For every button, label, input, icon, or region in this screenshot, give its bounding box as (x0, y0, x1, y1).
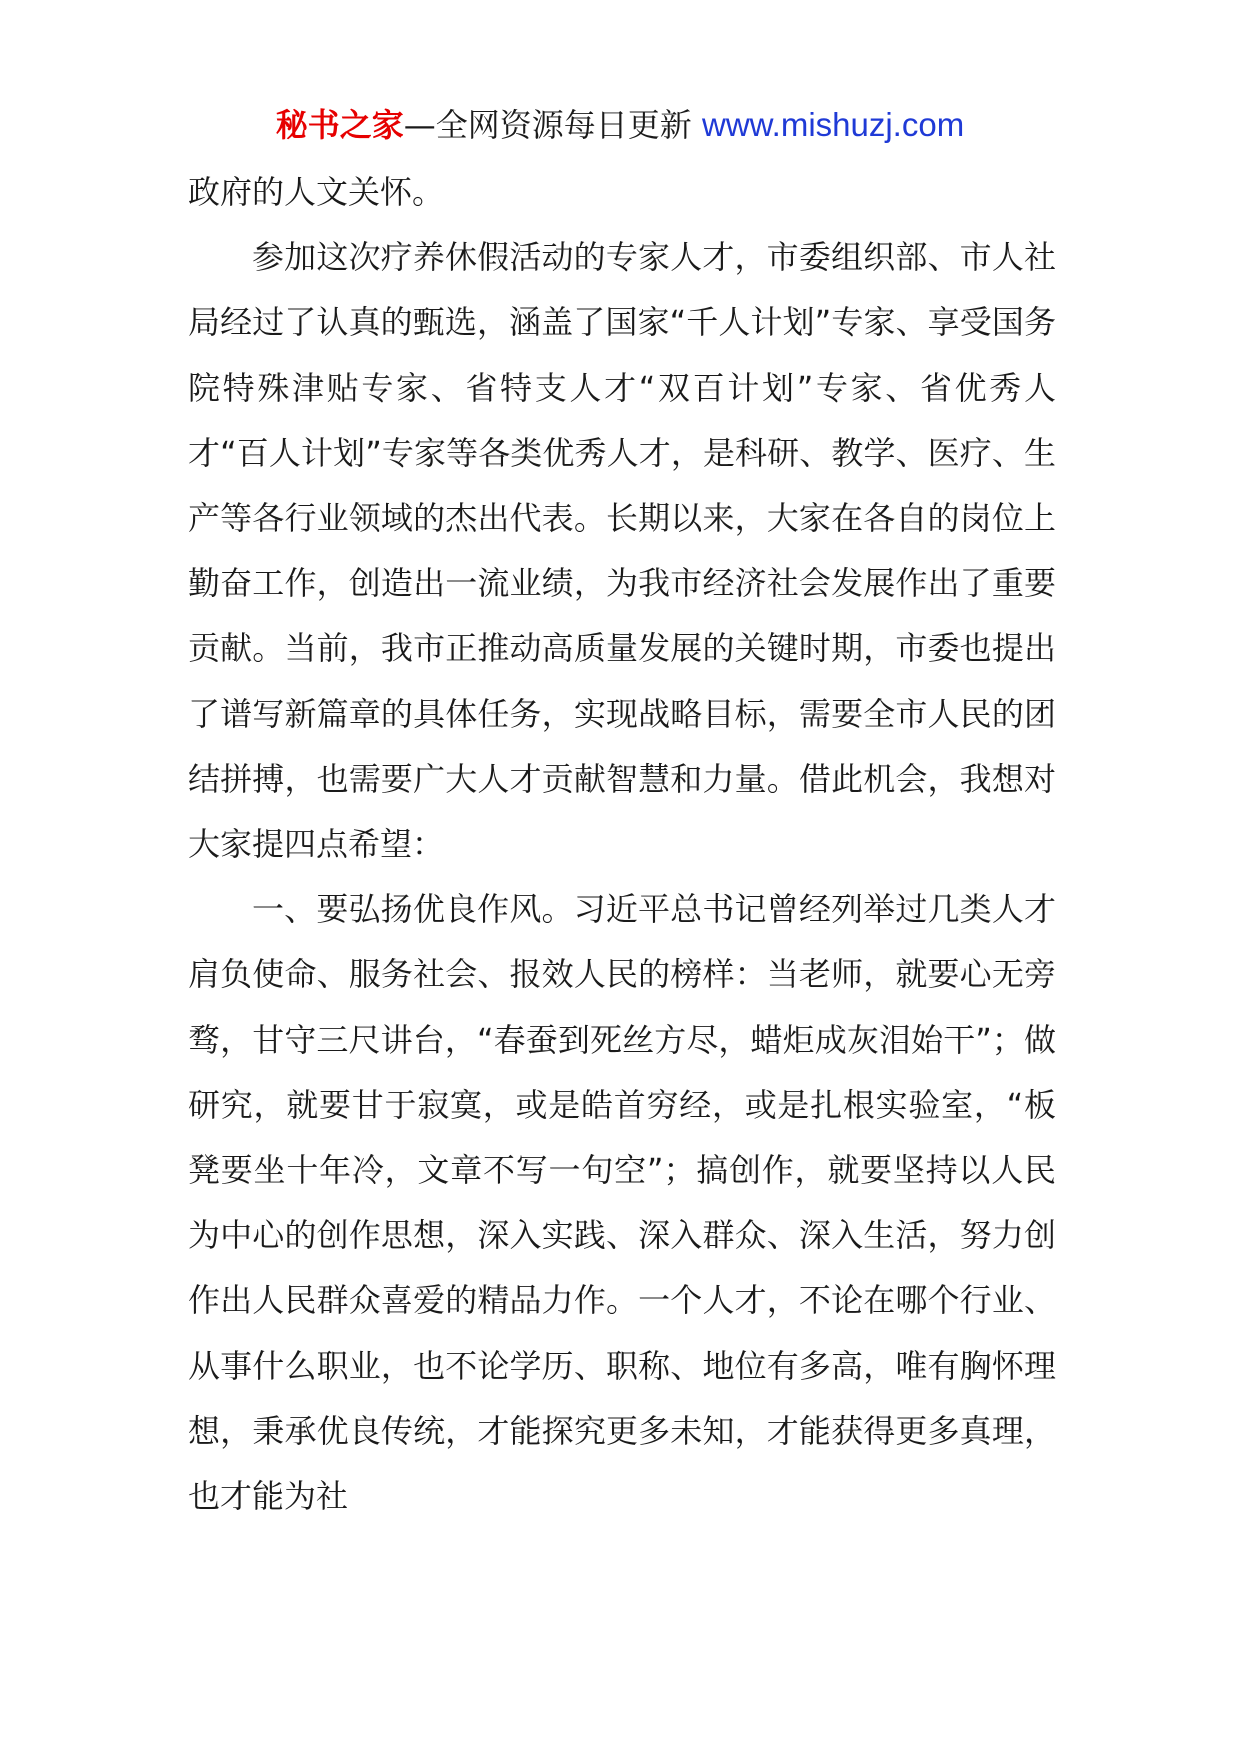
site-url-link[interactable]: www.mishuzj.com (701, 106, 965, 143)
document-body (188, 160, 1056, 1529)
paragraph-experts: 参加这次疗养休假活动的专家人才，市委组织部、市人社局经过了认真的甄选，涵盖了国家“千人计划”专家、享受国务院特殊津贴专家、省特支人才“双百计划”专家、省优秀人才“百人计划”专家等各类优秀人才，是科研、教学、医疗、生产等各行业领域的杰出代表。长期以来，大家在各自的岗位上勤奋工作，创造出一流业绩，为我市经济社会发展作出了重要贡献。当前，我市正推动高质量发展的关键时期，市委也提出了谱写新篇章的具体任务，实现战略目标，需要全市人民的团结拼搏，也需要广大人才贡献智慧和力量。借此机会，我想对大家提四点希望： (188, 238, 1056, 864)
header-tagline: —全网资源每日更新 (403, 106, 692, 144)
brand-name: 秘书之家 (275, 106, 404, 144)
page-header (0, 100, 1240, 150)
paragraph-point-one: 一、要弘扬优良作风。习近平总书记曾经列举过几类人才肩负使命、服务社会、报效人民的榜样：当老师，就要心无旁骛，甘守三尺讲台，“春蚕到死丝方尽，蜡炬成灰泪始干”；做研究，就要甘于寂寞，或是皓首穷经，或是扎根实验室，“板凳要坐十年冷，文章不写一句空”；搞创作，就要坚持以人民为中心的创作思想，深入实践、深入群众、深入生活，努力创作出人民群众喜爱的精品力作。一个人才，不论在哪个行业、从事什么职业，也不论学历、职称、地位有多高，唯有胸怀理想，秉承优良传统，才能探究更多未知，才能获得更多真理，也才能为社 (188, 890, 1056, 1516)
paragraph-continuation: 政府的人文关怀。 (188, 173, 445, 211)
